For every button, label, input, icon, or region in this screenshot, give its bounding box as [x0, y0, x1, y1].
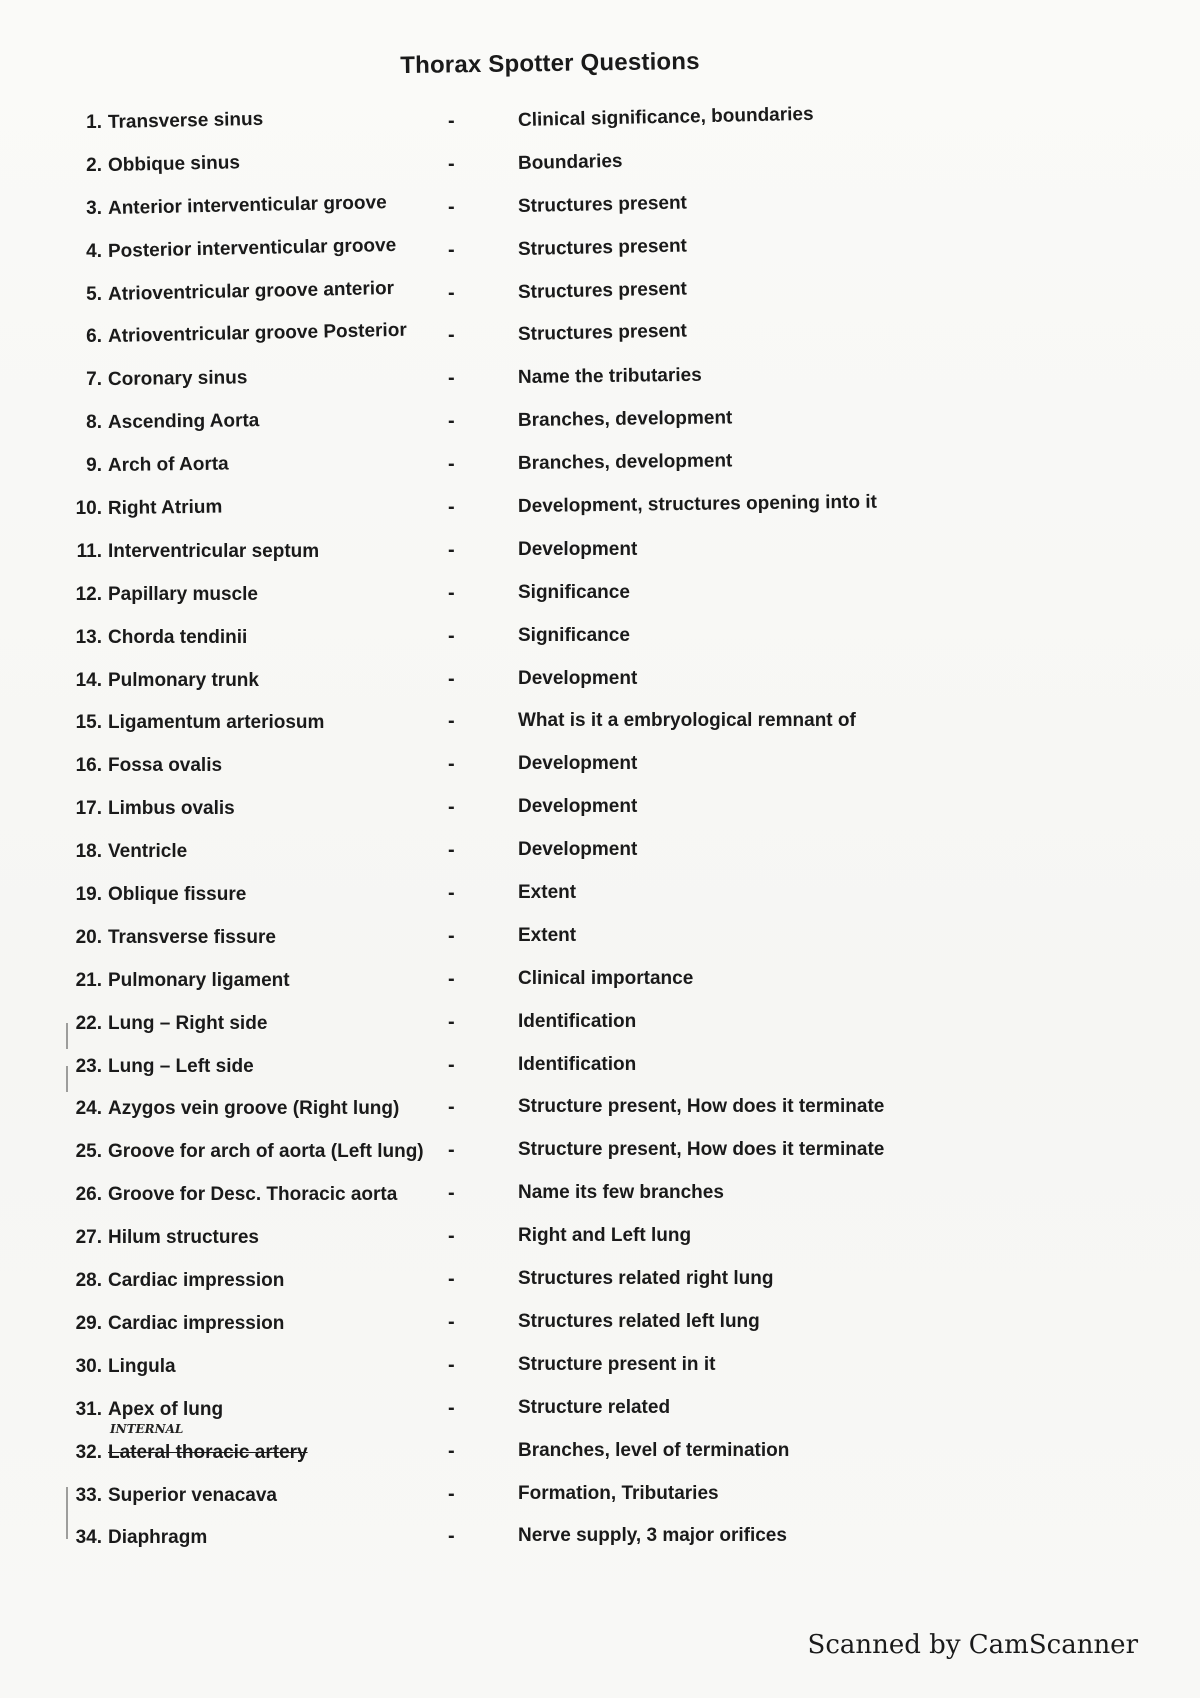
question-number: 20.: [75, 926, 102, 948]
question-topic: Right Atrium: [107, 496, 223, 520]
question-row: [0, 962, 1200, 1005]
question-number: 22.: [75, 1012, 102, 1034]
question-number: 3.: [86, 197, 102, 219]
question-number: 26.: [75, 1184, 102, 1206]
question-prompt: Development: [518, 538, 638, 560]
question-row: [0, 490, 1200, 533]
question-topic: Obbique sinus: [107, 152, 241, 176]
margin-mark: [66, 1487, 68, 1539]
question-row: [0, 1090, 1200, 1133]
question-number: 15.: [75, 712, 102, 734]
question-row: [0, 1048, 1200, 1091]
question-prompt: Branches, level of termination: [518, 1439, 790, 1461]
question-prompt: Structures present: [517, 278, 688, 303]
question-prompt: Clinical importance: [518, 967, 694, 989]
question-topic: Pulmonary trunk: [108, 669, 259, 691]
question-prompt: Structures related left lung: [518, 1310, 760, 1332]
question-number: 23.: [75, 1055, 102, 1077]
question-number: 34.: [75, 1527, 102, 1549]
separator-dash: -: [448, 1096, 455, 1119]
question-row: [0, 447, 1200, 490]
separator-dash: -: [448, 1482, 455, 1505]
question-row: [0, 1305, 1200, 1348]
question-prompt: Development: [518, 839, 638, 861]
question-row: [0, 233, 1200, 276]
separator-dash: -: [448, 710, 455, 733]
question-number: 4.: [86, 240, 102, 262]
question-topic: Atrioventricular groove anterior: [107, 277, 395, 305]
question-prompt: Branches, development: [517, 450, 733, 475]
separator-dash: -: [448, 496, 455, 519]
separator-dash: -: [448, 1182, 455, 1205]
question-topic: Azygos vein groove (Right lung): [108, 1098, 400, 1120]
question-number: 11.: [76, 540, 102, 562]
question-prompt: Structures present: [517, 192, 688, 217]
separator-dash: -: [448, 195, 455, 218]
question-prompt: Development, structures opening into it: [517, 491, 878, 518]
question-row: [0, 1005, 1200, 1048]
question-prompt: Nerve supply, 3 major orifices: [518, 1525, 787, 1547]
question-row: [0, 190, 1200, 233]
question-topic: Ascending Aorta: [107, 410, 260, 434]
question-topic: Apex of lung: [108, 1398, 224, 1420]
handwritten-correction: INTERNAL: [110, 1421, 184, 1436]
question-row: [0, 747, 1200, 790]
question-row: [0, 1262, 1200, 1305]
question-row: [0, 833, 1200, 876]
question-topic: Posterior interventicular groove: [107, 234, 397, 262]
separator-dash: -: [448, 1353, 455, 1376]
question-row: [0, 790, 1200, 833]
question-row: [0, 704, 1200, 747]
question-topic: Hilum structures: [108, 1227, 259, 1249]
question-row: [0, 276, 1200, 319]
question-topic: Ligamentum arteriosum: [108, 712, 325, 734]
question-number: 25.: [75, 1141, 102, 1163]
question-topic: Transverse fissure: [108, 926, 276, 948]
separator-dash: -: [448, 581, 455, 604]
question-row: [0, 919, 1200, 962]
question-prompt: Extent: [518, 924, 577, 946]
question-number: 5.: [86, 283, 102, 305]
question-row: [0, 662, 1200, 705]
question-topic: Coronary sinus: [107, 367, 248, 391]
question-prompt: Development: [518, 667, 638, 689]
question-row: [0, 1133, 1200, 1176]
question-topic: Papillary muscle: [108, 583, 258, 605]
question-row: [0, 147, 1200, 190]
separator-dash: -: [448, 281, 455, 304]
separator-dash: -: [448, 367, 455, 390]
question-number: 21.: [75, 969, 102, 991]
separator-dash: -: [448, 410, 455, 433]
question-topic: Anterior interventicular groove: [107, 191, 387, 219]
separator-dash: -: [448, 753, 455, 776]
question-row: [0, 1519, 1200, 1562]
question-prompt: Structure related: [518, 1396, 671, 1418]
separator-dash: -: [448, 1139, 455, 1162]
separator-dash: -: [448, 1396, 455, 1419]
question-prompt: Significance: [518, 624, 630, 646]
question-prompt: What is it a embryological remnant of: [518, 710, 856, 732]
question-number: 30.: [75, 1355, 102, 1377]
question-prompt: Clinical significance, boundaries: [517, 103, 814, 131]
question-row: [0, 876, 1200, 919]
question-number: 12.: [75, 583, 102, 605]
separator-dash: -: [448, 453, 455, 476]
question-number: 27.: [75, 1227, 102, 1249]
question-topic: Transverse sinus: [107, 108, 264, 133]
separator-dash: -: [448, 839, 455, 862]
question-prompt: Structure present, How does it terminate: [518, 1139, 885, 1161]
question-prompt: Significance: [518, 581, 630, 603]
question-number: 17.: [75, 798, 102, 820]
question-list: [0, 104, 1200, 1562]
margin-mark: [66, 1066, 68, 1092]
question-number: 9.: [86, 455, 102, 477]
question-number: 19.: [75, 884, 102, 906]
question-prompt: Name the tributaries: [517, 365, 702, 389]
question-topic: Pulmonary ligament: [108, 969, 290, 991]
question-number: 33.: [75, 1484, 102, 1506]
question-prompt: Identification: [518, 1010, 637, 1032]
separator-dash: -: [448, 110, 455, 132]
question-topic: Groove for Desc. Thoracic aorta: [108, 1184, 398, 1206]
question-row: [0, 318, 1200, 361]
question-prompt: Structure present in it: [518, 1353, 716, 1375]
question-topic: Lingula: [108, 1355, 176, 1377]
question-number: 2.: [86, 154, 102, 176]
separator-dash: -: [448, 967, 455, 990]
question-prompt: Structures related right lung: [518, 1268, 774, 1290]
question-topic: Interventricular septum: [108, 540, 320, 562]
separator-dash: -: [448, 796, 455, 819]
question-number: 7.: [86, 369, 102, 391]
question-number: 14.: [75, 669, 102, 691]
question-topic: Arch of Aorta: [107, 453, 229, 477]
question-number: 10.: [75, 498, 102, 520]
separator-dash: -: [448, 1439, 455, 1462]
question-number: 18.: [75, 841, 102, 863]
question-prompt: Name its few branches: [518, 1182, 724, 1204]
separator-dash: -: [448, 1225, 455, 1248]
question-prompt: Structures present: [517, 320, 688, 346]
question-topic: Lung – Left side: [108, 1055, 254, 1077]
question-row: [0, 619, 1200, 662]
question-row: [0, 576, 1200, 619]
question-topic: Lung – Right side: [108, 1012, 268, 1034]
question-row: [0, 1348, 1200, 1391]
separator-dash: -: [448, 624, 455, 647]
question-number: 16.: [75, 755, 102, 777]
margin-mark: [66, 1023, 68, 1049]
separator-dash: -: [448, 1010, 455, 1033]
question-topic: Groove for arch of aorta (Left lung): [108, 1141, 424, 1163]
question-topic: Atrioventricular groove Posterior: [107, 320, 407, 348]
question-prompt: Branches, development: [517, 407, 733, 432]
separator-dash: -: [448, 538, 455, 561]
question-prompt: Structure present, How does it terminate: [518, 1096, 885, 1118]
question-topic: Limbus ovalis: [108, 798, 235, 820]
question-row: [0, 104, 1200, 147]
question-row: [0, 1176, 1200, 1219]
question-prompt: Extent: [518, 882, 577, 904]
question-topic: Lateral thoracic artery: [108, 1441, 308, 1463]
separator-dash: -: [448, 152, 455, 175]
question-row: [0, 361, 1200, 404]
question-number: 1.: [86, 112, 102, 133]
question-topic: Superior venacava: [108, 1484, 277, 1506]
question-row: [0, 1421, 1200, 1477]
question-row: [0, 533, 1200, 576]
question-prompt: Development: [518, 753, 638, 775]
question-number: 8.: [86, 412, 102, 434]
scanner-watermark: Scanned by CamScanner: [807, 1630, 1138, 1660]
page-title: Thorax Spotter Questions: [400, 47, 700, 80]
separator-dash: -: [448, 1053, 455, 1076]
question-prompt: Development: [518, 796, 638, 818]
question-topic: Oblique fissure: [108, 884, 247, 906]
separator-dash: -: [448, 1525, 455, 1548]
question-topic: Fossa ovalis: [108, 755, 223, 777]
question-prompt: Right and Left lung: [518, 1225, 692, 1247]
separator-dash: -: [448, 667, 455, 690]
question-number: 31.: [75, 1398, 102, 1420]
question-prompt: Formation, Tributaries: [518, 1482, 719, 1504]
separator-dash: -: [448, 1268, 455, 1291]
separator-dash: -: [448, 1310, 455, 1333]
question-prompt: Boundaries: [517, 150, 623, 174]
question-row: [0, 1219, 1200, 1262]
question-number: 32.: [75, 1441, 102, 1463]
separator-dash: -: [448, 238, 455, 261]
question-prompt: Structures present: [517, 235, 688, 260]
question-topic: Cardiac impression: [108, 1312, 285, 1334]
question-row: [0, 1477, 1200, 1520]
separator-dash: -: [448, 324, 455, 347]
question-number: 6.: [86, 326, 102, 348]
separator-dash: -: [448, 882, 455, 905]
question-number: 28.: [75, 1270, 102, 1292]
question-topic: Cardiac impression: [108, 1270, 285, 1292]
question-number: 29.: [75, 1312, 102, 1334]
question-topic: Chorda tendinii: [108, 626, 248, 648]
question-number: 24.: [75, 1098, 102, 1120]
question-topic: Diaphragm: [108, 1527, 208, 1549]
question-row: [0, 404, 1200, 447]
question-number: 13.: [75, 626, 102, 648]
separator-dash: -: [448, 924, 455, 947]
question-prompt: Identification: [518, 1053, 637, 1075]
question-topic: Ventricle: [108, 841, 188, 863]
